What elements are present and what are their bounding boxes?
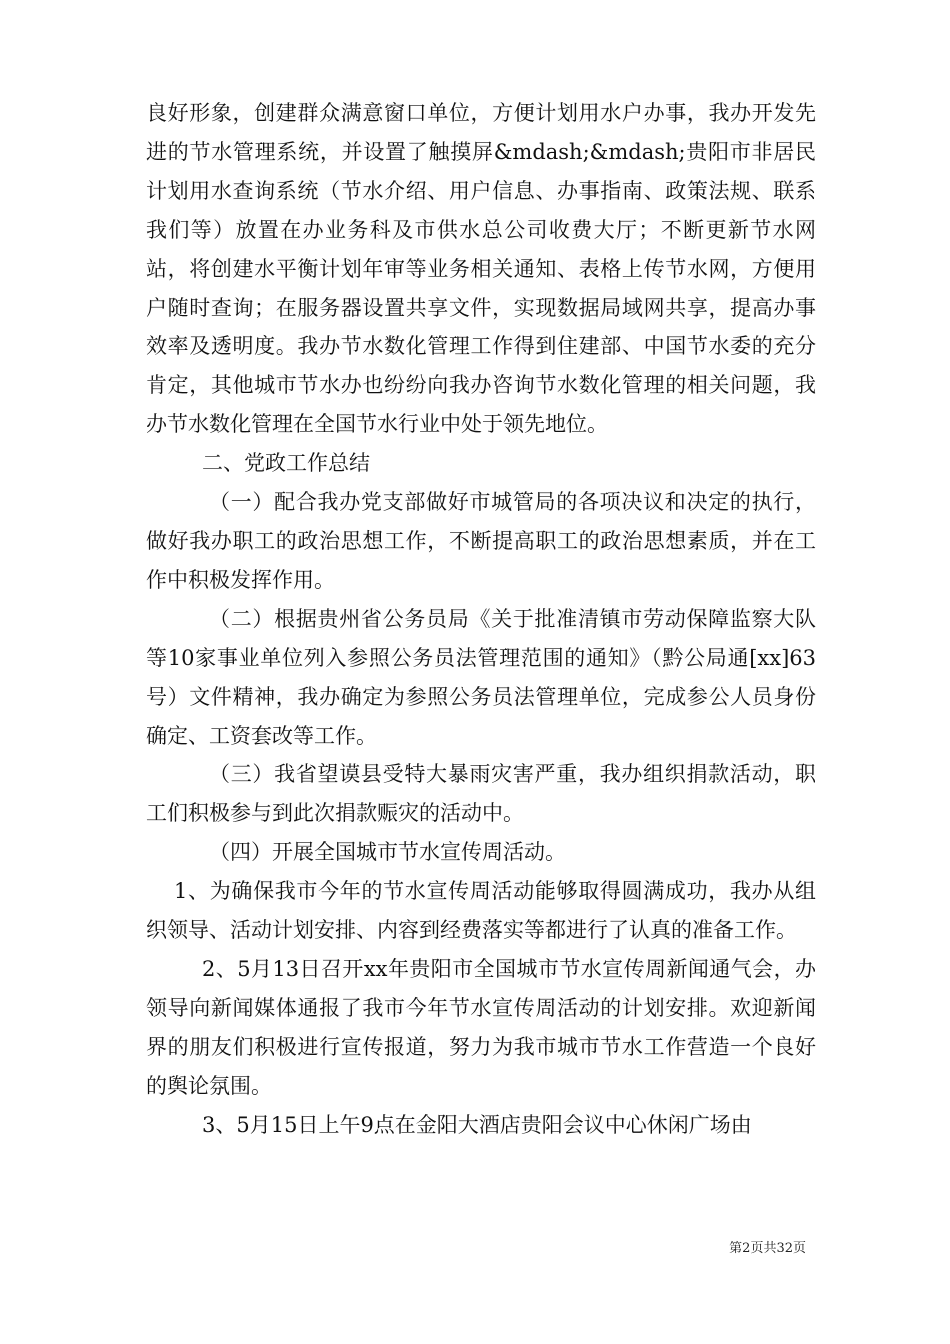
section-heading-party-work: 二、党政工作总结	[202, 451, 370, 476]
page-number-footer: 第2页共32页	[729, 1241, 806, 1256]
paragraph-item-4: （四）开展全国城市节水宣传周活动。	[209, 840, 566, 865]
paragraph-item-2: （二）根据贵州省公务员局《关于批准清镇市劳动保障监察大队等10家事业单位列入参照公务员法管理范围的通知》（黔公局通[xx]63号）文件精神，我办确定为参照公务员法管理单位，完成参公人员身份确定、工资套改等工作。	[146, 606, 816, 748]
paragraph-subitem-2: 2、5月13日召开xx年贵阳市全国城市节水宣传周新闻通气会，办领导向新闻媒体通报了我市今年节水宣传周活动的计划安排。欢迎新闻界的朋友们积极进行宣传报道，努力为我市城市节水工作营造一个良好的舆论氛围。	[146, 956, 816, 1098]
paragraph-subitem-3: 3、5月15日上午9点在金阳大酒店贵阳会议中心休闲广场由	[202, 1112, 752, 1137]
paragraph-subitem-1: 1、为确保我市今年的节水宣传周活动能够取得圆满成功，我办从组织领导、活动计划安排、内容到经费落实等都进行了认真的准备工作。	[146, 879, 816, 943]
paragraph-intro-continued: 良好形象，创建群众满意窗口单位，方便计划用水户办事，我办开发先进的节水管理系统，并设置了触摸屏&mdash;&mdash;贵阳市非居民计划用水查询系统（节水介绍、用户信息、办事指南、政策法规、联系我们等）放置在办业务科及市供水总公司收费大厅；不断更新节水网站，将创建水平衡计划年审等业务相关通知、表格上传节水网，方便用户随时查询；在服务器设置共享文件，实现数据局域网共享，提高办事效率及透明度。我办节水数化管理工作得到住建部、中国节水委的充分肯定，其他城市节水办也纷纷向我办咨询节水数化管理的相关问题，我办节水数化管理在全国节水行业中处于领先地位。	[146, 101, 816, 437]
paragraph-item-1: （一）配合我办党支部做好市城管局的各项决议和决定的执行，做好我办职工的政治思想工作，不断提高职工的政治思想素质，并在工作中积极发挥作用。	[146, 490, 816, 592]
document-body	[146, 94, 816, 1144]
paragraph-item-3: （三）我省望谟县受特大暴雨灾害严重，我办组织捐款活动，职工们积极参与到此次捐款赈灾的活动中。	[146, 762, 816, 826]
